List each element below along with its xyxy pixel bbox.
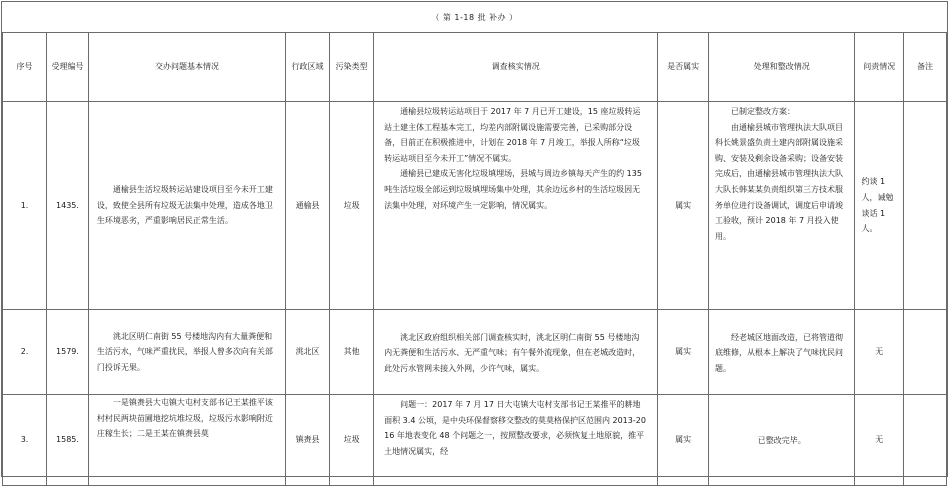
row-accountability: 无: [855, 310, 903, 395]
row-pollution: 其他: [330, 310, 374, 395]
table-row: [3, 310, 947, 395]
verify-paragraph: 通榆县垃圾转运站项目于 2017 年 7 月已开工建设，15 座垃圾转运站土建主体工程基本完工，均差内部附属设施需要完善，已采购部分设备，目前正在积极推进中，计划在 2018 年 7 月竣工，举报人所称“垃圾转运站项目至今未开工”情况不属实。: [384, 107, 641, 163]
row-remark: [903, 395, 946, 486]
row-region: 洮北区: [286, 310, 330, 395]
row-verify: [374, 102, 658, 310]
header-true: 是否属实: [658, 33, 709, 102]
row-accountability: 无: [855, 395, 903, 486]
row-problem: [88, 102, 285, 310]
row-code: 1435.: [47, 102, 89, 310]
row-problem: [88, 310, 285, 395]
problem-text: 一是镇赉县大屯镇大屯村支部书记王某推平该村村民两块苗圃地挖坑堆垃圾，垃圾污水影响附近庄稼生长；二是王某在镇赉县莫: [96, 398, 273, 439]
row-handle: [708, 395, 855, 486]
row-handle: [708, 102, 855, 310]
row-verify: [374, 395, 658, 486]
document-sheet: [1, 1, 948, 477]
row-accountability: 约谈 1 人，诫勉谈话 1 人。: [855, 102, 903, 310]
problem-text: 通榆县生活垃圾转运站建设项目至今未开工建设，致使全县所有垃圾无法集中处理，造成各地卫生环境恶劣，严重影响居民正常生活。: [96, 185, 273, 226]
header-row: [3, 33, 947, 102]
verify-paragraph: 洮北区政府组织相关部门调查核实时，洮北区明仁南街 55 号楼地沟内无粪便和生活污水、无严重气味；有午餐外流现象，但在老城改造时，此处污水管网未接入外网，少许气味，属实。: [384, 332, 641, 373]
row-code: 1585.: [47, 395, 89, 486]
row-pollution: 垃圾: [330, 395, 374, 486]
handle-paragraph: 已整改完毕。: [757, 436, 806, 446]
row-index: 2.: [3, 310, 47, 395]
header-index: 序号: [3, 33, 47, 102]
table-row: [3, 395, 947, 486]
verify-paragraph: 通榆县已建成无害化垃圾填埋场，县城与周边乡镇每天产生的约 135 吨生活垃圾全部运到垃圾填埋场集中处理，其余边远乡村的生活垃圾因无法集中处理，对环境产生一定影响，情况属实。: [384, 169, 642, 210]
header-problem: 交办问题基本情况: [88, 33, 285, 102]
handle-paragraph: 由通榆县城市管理执法大队项目科长姚景盛负责土建内部附属设施采购、安装及剩余设备采购；设备安装完成后，由通榆县城市管理执法大队大队长韩某某负责组织第三方技术服务单位进行设备调试，调度后申请竣工验收，预计 2018 年 7 月投入使用。: [714, 122, 843, 241]
row-true-flag: 属实: [658, 102, 709, 310]
header-remark: 备注: [903, 33, 946, 102]
header-pollution: 污染类型: [330, 33, 374, 102]
table-row: [3, 102, 947, 310]
header-region: 行政区域: [286, 33, 330, 102]
verify-paragraph: 问题一：2017 年 7 月 17 日大屯镇大屯村支部书记王某推平的耕地面积 3.4 公顷，是中央环保督察移交整改的莫莫格保护区范围内 2013-2016 年地表变化 48 个问题之一，按照整改要求，必须恢复土地原貌，推平土地情况属实，经: [384, 400, 646, 456]
row-code: 1579.: [47, 310, 89, 395]
row-remark: [903, 102, 946, 310]
handle-paragraph: 已制定整改方案：: [730, 107, 795, 116]
row-pollution: 垃圾: [330, 102, 374, 310]
header-verify: 调查核实情况: [374, 33, 658, 102]
case-table: [2, 32, 947, 486]
row-verify: [374, 310, 658, 395]
row-region: 镇赉县: [286, 395, 330, 486]
problem-text: 洮北区明仁南街 55 号楼地沟内有大量粪便和生活污水，气味严重扰民，举报人曾多次向有关部门投诉无果。: [96, 331, 273, 372]
row-region: 通榆县: [286, 102, 330, 310]
header-handle: 处理和整改情况: [708, 33, 855, 102]
row-true-flag: 属实: [658, 395, 709, 486]
row-remark: [903, 310, 946, 395]
row-true-flag: 属实: [658, 310, 709, 395]
header-code: 受理编号: [47, 33, 89, 102]
row-index: 3.: [3, 395, 47, 486]
row-index: 1.: [3, 102, 47, 310]
row-problem: [88, 395, 285, 486]
row-handle: [708, 310, 855, 395]
header-accountability: 问责情况: [855, 33, 903, 102]
table-title: （ 第 1-18 批 补办 ）: [2, 2, 947, 33]
handle-paragraph: 经老城区地面改造，已将管道彻底维修，从根本上解决了气味扰民问题。: [714, 332, 843, 373]
